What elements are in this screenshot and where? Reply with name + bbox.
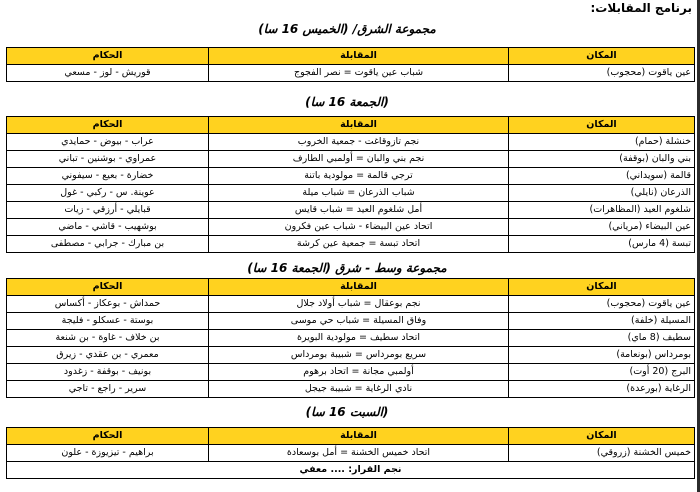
header-match: المقابلة — [209, 428, 509, 445]
cell-place: عين ياقوت (محجوب) — [509, 296, 695, 313]
cell-place: قالمة (سويداني) — [509, 168, 695, 185]
cell-match: نادي الرغاية = شبيبة جيجل — [209, 381, 509, 398]
cell-referees: عوينة. س - ركبي - غول — [7, 185, 209, 202]
header-referees: الحكام — [7, 117, 209, 134]
cell-match: اتحاد تبسة = جمعية عين كرشة — [209, 236, 509, 253]
table-row — [7, 65, 695, 82]
cell-referees: قوريش - لوز - مسعي — [7, 65, 209, 82]
cell-match: شباب عين ياقوت = نصر الفجوج — [209, 65, 509, 82]
table-row — [7, 202, 695, 219]
cell-referees: براهيم - تيزيوزة - علون — [7, 445, 209, 462]
matches-table-friday — [6, 116, 695, 253]
group-heading-saturday: (السبت 16 سا) — [305, 405, 389, 419]
cell-referees: عراب - بيوض - حمايدي — [7, 134, 209, 151]
cell-match: نجم بني والبان = أولمبي الطارف — [209, 151, 509, 168]
table-row — [7, 134, 695, 151]
cell-referees: قبايلي - أرزقي - زيات — [7, 202, 209, 219]
cell-referees: بوستة - عسكلو - فليجة — [7, 313, 209, 330]
cell-place: خنشلة (حمام) — [509, 134, 695, 151]
cell-place: بومرداس (بونعامة) — [509, 347, 695, 364]
group-heading-friday: (الجمعة 16 سا) — [305, 95, 389, 109]
header-place: المكان — [509, 48, 695, 65]
table-header-row — [7, 48, 695, 65]
cell-place: سطيف (8 ماي) — [509, 330, 695, 347]
header-referees: الحكام — [7, 428, 209, 445]
header-match: المقابلة — [209, 117, 509, 134]
header-match: المقابلة — [209, 48, 509, 65]
table-row — [7, 185, 695, 202]
cell-place: شلغوم العيد (المظاهرات) — [509, 202, 695, 219]
cell-place: المسيلة (خلفة) — [509, 313, 695, 330]
table-row — [7, 445, 695, 462]
cell-referees: معمري - بن عقدي - زيرق — [7, 347, 209, 364]
cell-referees: سرير - راجع - تاجي — [7, 381, 209, 398]
table-row — [7, 151, 695, 168]
matches-table-center-east — [6, 278, 695, 398]
cell-referees: بن خلاف - غاوة - بن شنعة — [7, 330, 209, 347]
cell-match: أولمبي مجانة = اتحاد برهوم — [209, 364, 509, 381]
cell-referees: خضارة - بعيع - سيفوني — [7, 168, 209, 185]
table-row — [7, 330, 695, 347]
cell-match: اتحاد سطيف = مولودية البويرة — [209, 330, 509, 347]
matches-table-east — [6, 47, 695, 82]
cell-place: عين البيضاء (مرياني) — [509, 219, 695, 236]
cell-place: خميس الخشنة (زروقي) — [509, 445, 695, 462]
table-header-row — [7, 279, 695, 296]
cell-match: ترجي قالمة = مولودية باتنة — [209, 168, 509, 185]
cell-match: اتحاد عين البيضاء - شباب عين فكرون — [209, 219, 509, 236]
table-footer-row — [7, 462, 695, 479]
table-row — [7, 364, 695, 381]
header-match: المقابلة — [209, 279, 509, 296]
table-row — [7, 347, 695, 364]
cell-referees: حمداش - بوعكاز - أكساس — [7, 296, 209, 313]
header-place: المكان — [509, 279, 695, 296]
cell-match: نجم تازوقاغت - جمعية الخروب — [209, 134, 509, 151]
matches-table-saturday — [6, 427, 695, 479]
cell-match: سريع بومرداس = شبيبة بومرداس — [209, 347, 509, 364]
cell-place: البرج (20 أوت) — [509, 364, 695, 381]
cell-referees: بونيف - بوقفة - زغدود — [7, 364, 209, 381]
page-title: برنامج المقابلات: — [590, 1, 692, 15]
cell-place: عين ياقوت (محجوب) — [509, 65, 695, 82]
table-header-row — [7, 428, 695, 445]
cell-referees: عمراوي - بوشنين - تباني — [7, 151, 209, 168]
header-referees: الحكام — [7, 279, 209, 296]
table-header-row — [7, 117, 695, 134]
table-row — [7, 236, 695, 253]
exempt-note: نجم القرار: .... معفي — [7, 462, 695, 479]
header-referees: الحكام — [7, 48, 209, 65]
cell-match: وفاق المسيلة = شباب حي موسى — [209, 313, 509, 330]
cell-match: اتحاد خميس الخشنة = أمل بوسعادة — [209, 445, 509, 462]
cell-place: بني والبان (بوقفة) — [509, 151, 695, 168]
header-place: المكان — [509, 117, 695, 134]
group-heading-east: مجموعة الشرق/ (الخميس 16 سا) — [258, 22, 436, 36]
table-row — [7, 381, 695, 398]
cell-match: أمل شلغوم العيد = شباب قايس — [209, 202, 509, 219]
cell-referees: بوشهيب - قاشي - ماضي — [7, 219, 209, 236]
cell-referees: بن مبارك - جرابي - مصطفى — [7, 236, 209, 253]
group-heading-center-east: مجموعة وسط - شرق (الجمعة 16 سا) — [247, 261, 447, 275]
cell-place: الذرعان (نايلي) — [509, 185, 695, 202]
cell-match: نجم بوعقال = شباب أولاد جلال — [209, 296, 509, 313]
header-place: المكان — [509, 428, 695, 445]
table-row — [7, 296, 695, 313]
cell-place: الرغاية (بورعدة) — [509, 381, 695, 398]
table-row — [7, 313, 695, 330]
table-row — [7, 168, 695, 185]
cell-match: شباب الذرعان = شباب ميلة — [209, 185, 509, 202]
table-row — [7, 219, 695, 236]
cell-place: تبسة (4 مارس) — [509, 236, 695, 253]
